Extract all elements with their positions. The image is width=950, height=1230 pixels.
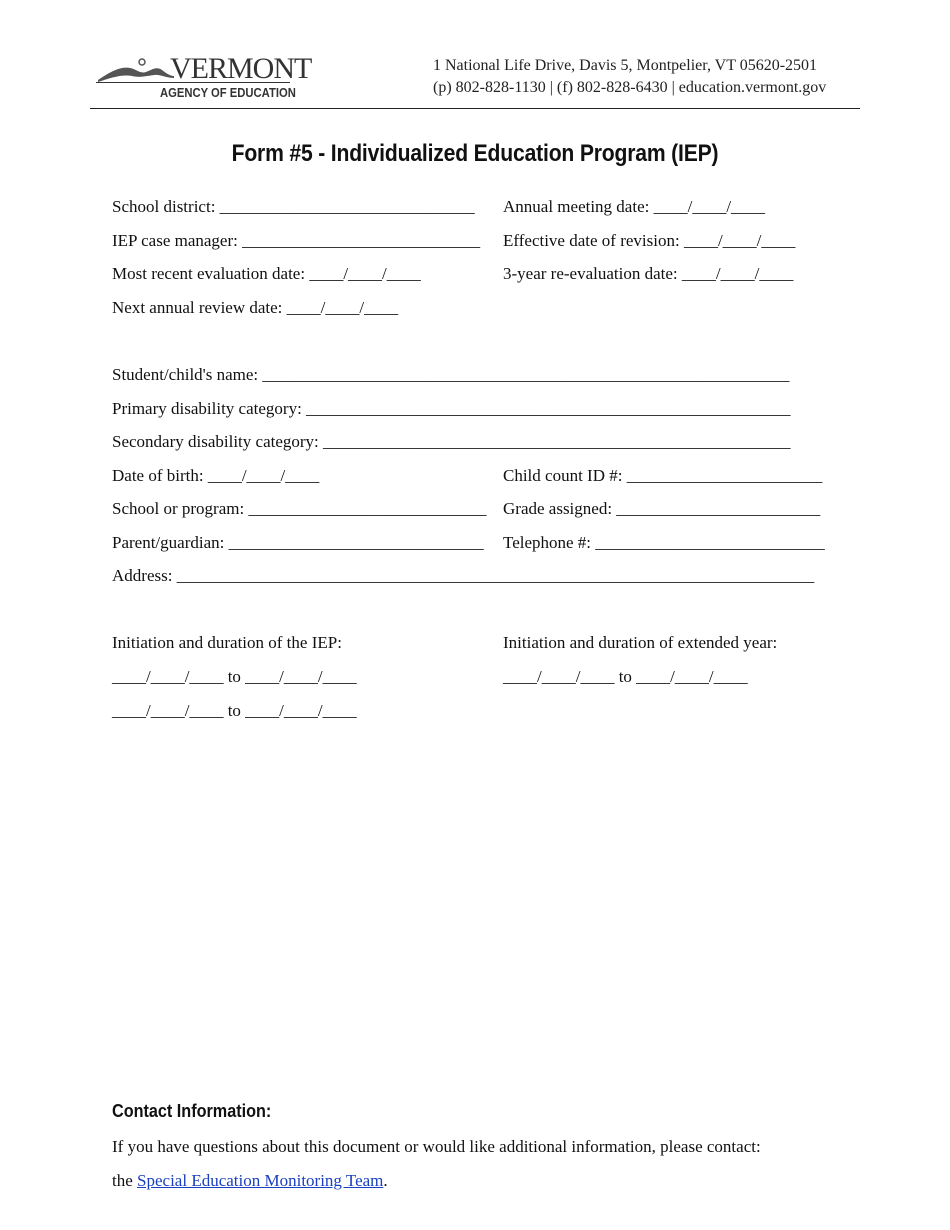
effective-date-revision-field[interactable]: Effective date of revision: ____/____/____	[503, 231, 796, 250]
contact-prefix: the	[112, 1171, 138, 1190]
logo-rule	[96, 82, 290, 83]
annual-meeting-date-field[interactable]: Annual meeting date: ____/____/____	[503, 197, 766, 216]
student-name-field[interactable]: Student/child's name: ______________________________________________________________	[112, 365, 790, 384]
school-program-field[interactable]: School or program: ____________________________	[112, 499, 487, 518]
contact-suffix: .	[383, 1171, 388, 1190]
logo-name: VERMONT	[170, 52, 312, 85]
monitoring-team-link[interactable]: Special Education Monitoring Team	[137, 1171, 384, 1190]
header-divider	[90, 108, 860, 109]
vermont-agency-logo	[96, 52, 312, 104]
telephone-field[interactable]: Telephone #: ___________________________	[503, 533, 825, 552]
extended-year-label: Initiation and duration of extended year:	[503, 633, 778, 652]
next-review-date-field[interactable]: Next annual review date: ____/____/____	[112, 298, 399, 317]
extended-year-row-1[interactable]: ____/____/____ to ____/____/____	[503, 667, 748, 686]
reevaluation-date-field[interactable]: 3-year re-evaluation date: ____/____/____	[503, 264, 794, 283]
address-field[interactable]: Address: ___________________________________________________________________________	[112, 566, 815, 585]
address-line-2: (p) 802-828-1130 | (f) 802-828-6430 | education.vermont.gov	[433, 79, 827, 96]
date-of-birth-field[interactable]: Date of birth: ____/____/____	[112, 466, 320, 485]
child-count-id-field[interactable]: Child count ID #: _______________________	[503, 466, 823, 485]
iep-duration-row-2[interactable]: ____/____/____ to ____/____/____	[112, 701, 357, 720]
parent-guardian-field[interactable]: Parent/guardian: ______________________________	[112, 533, 484, 552]
recent-evaluation-date-field[interactable]: Most recent evaluation date: ____/____/____	[112, 264, 421, 283]
contact-heading: Contact Information:	[112, 1101, 272, 1121]
contact-link-line	[112, 1171, 388, 1191]
primary-disability-field[interactable]: Primary disability category: _________________________________________________________	[112, 399, 791, 418]
logo-subtitle: AGENCY OF EDUCATION	[160, 86, 296, 100]
iep-duration-label: Initiation and duration of the IEP:	[112, 633, 342, 652]
address-line-1: 1 National Life Drive, Davis 5, Montpelier, VT 05620-2501	[433, 57, 818, 74]
school-district-field[interactable]: School district: ______________________________	[112, 197, 475, 216]
iep-duration-row-1[interactable]: ____/____/____ to ____/____/____	[112, 667, 357, 686]
form-title: Form #5 - Individualized Education Program (IEP)	[231, 140, 719, 167]
contact-text: If you have questions about this document or would like additional information, please contact:	[112, 1137, 761, 1156]
iep-case-manager-field[interactable]: IEP case manager: ____________________________	[112, 231, 481, 250]
secondary-disability-field[interactable]: Secondary disability category: _______________________________________________________	[112, 432, 791, 451]
grade-assigned-field[interactable]: Grade assigned: ________________________	[503, 499, 821, 518]
